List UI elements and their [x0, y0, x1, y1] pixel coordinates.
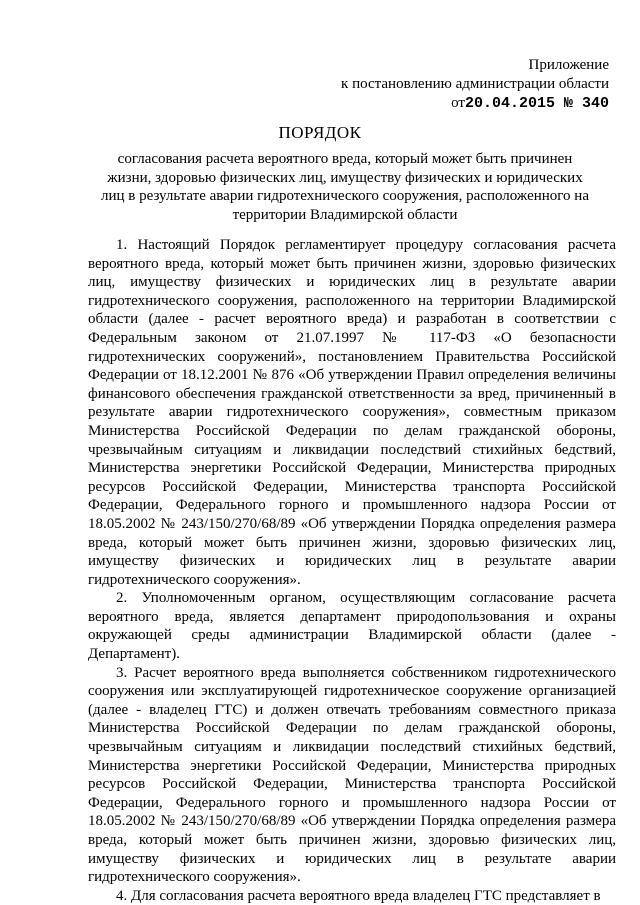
document-body: [88, 236, 616, 905]
appendix-header: [341, 56, 609, 113]
paragraph-1: 1. Настоящий Порядок регламентирует процедуру согласования расчета вероятного вреда, который может быть причинен жизни, здоровью физических лиц, имуществу физических и юридических лиц в результате аварии гидротехнического сооружения, расположенного на территории Владимирской области (далее - расчет вероятного вреда) и разработан в соответствии с Федеральным законом от 21.07.1997 № 117-ФЗ «О безопасности гидротехнических сооружений», постановлением Правительства Российской Федерации от 18.12.2001 № 876 «Об утверждении Правил определения величины финансового обеспечения гражданской ответственности за вред, причиненный в результате аварии гидротехнического сооружения», совместным приказом Министерства Российской Федерации по делам гражданской обороны, чрезвычайным ситуациям и ликвидации последствий стихийных бедствий, Министерства энергетики Российской Федерации, Министерства природных ресурсов Российской Федерации, Министерства транспорта Российской Федерации, Федерального горного и промышленного надзора России от 18.05.2002 № 243/150/270/68/89 «Об утверждении Порядка определения размера вреда, который может быть причинен жизни, здоровью физических лиц, имуществу физических и юридических лиц в результате аварии гидротехнического сооружения».: [88, 237, 616, 588]
paragraph-3: 3. Расчет вероятного вреда выполняется собственником гидротехнического сооружения или эксплуатирующей гидротехническое сооружение организацией (далее - владелец ГТС) и должен отвечать требованиям совместного приказа Министерства Российской Федерации по делам гражданской обороны, чрезвычайным ситуациям и ликвидации последствий стихийных бедствий, Министерства энергетики Российской Федерации, Министерства природных ресурсов Российской Федерации, Министерства транспорта Российской Федерации, Федерального горного и промышленного надзора России от 18.05.2002 № 243/150/270/68/89 «Об утверждении Порядка определения размера вреда, который может быть причинен жизни, здоровью физических лиц, имуществу физических и юридических лиц в результате аварии гидротехнического сооружения».: [88, 664, 616, 886]
resolution-date-line: [341, 94, 609, 113]
resolution-date-number: 20.04.2015 № 340: [464, 95, 609, 112]
date-prefix: от: [451, 95, 465, 111]
paragraph-2: 2. Уполномоченным органом, осуществляющим согласование расчета вероятного вреда, является департамент природопользования и охраны окружающей среды администрации Владимирской области (далее - Департамент).: [88, 590, 616, 663]
resolution-reference: к постановлению администрации области: [341, 76, 609, 92]
paragraph-4: 4. Для согласования расчета вероятного вреда владелец ГТС представляет в: [116, 887, 601, 904]
appendix-label: Приложение: [528, 57, 609, 73]
document-title: ПОРЯДОК: [278, 123, 362, 142]
document-subtitle: согласования расчета вероятного вреда, который может быть причинен жизни, здоровью физических лиц, имуществу физических и юридических лиц в результате аварии гидротехнического сооружения, расположенного на территории Владимирской области: [100, 151, 589, 223]
